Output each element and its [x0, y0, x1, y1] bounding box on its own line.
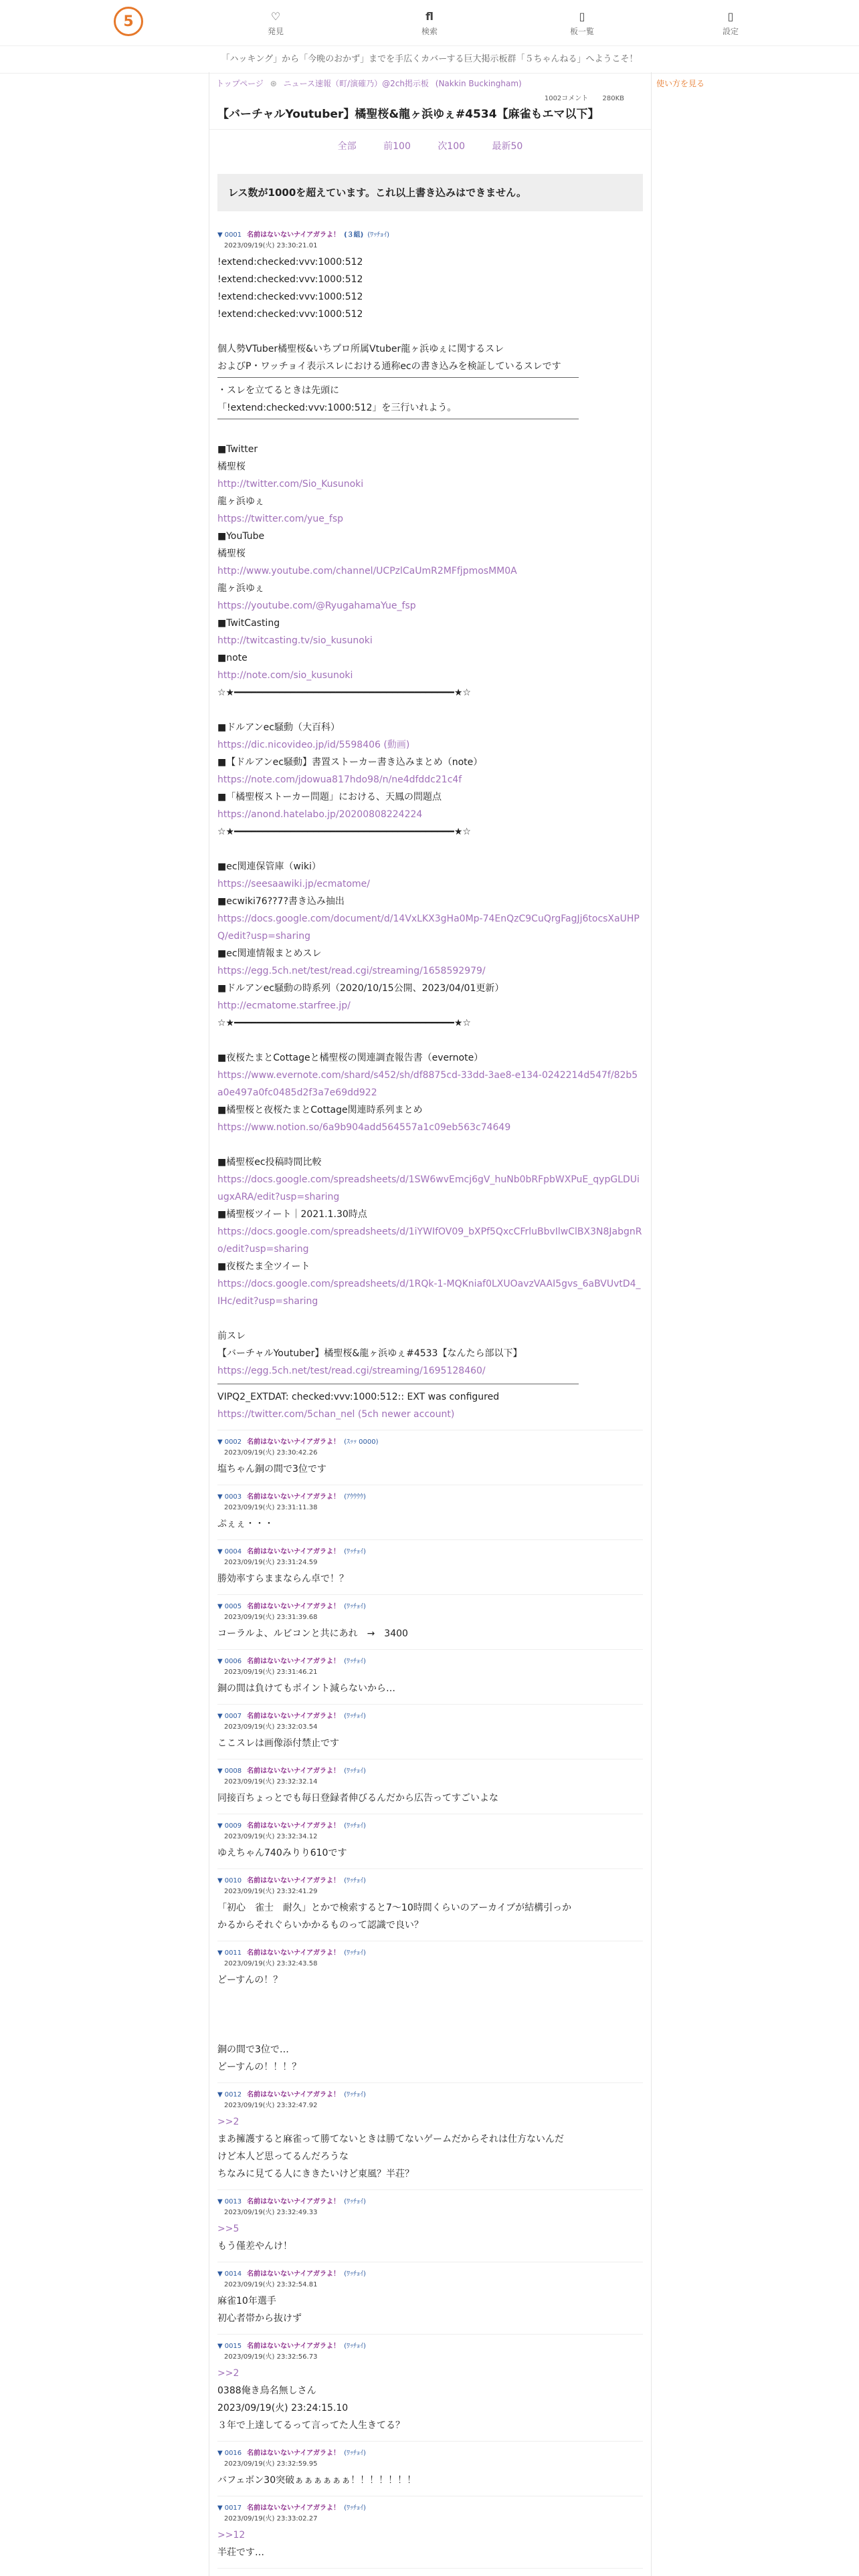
post-menu-icon[interactable]: ▼	[217, 1822, 223, 1830]
post-line: 銅の間で3位で…	[217, 2044, 289, 2055]
thread-column	[209, 72, 704, 2576]
post	[217, 1485, 643, 1540]
post-body	[217, 1680, 643, 1697]
post-line	[217, 1406, 643, 1423]
post-header	[217, 2088, 643, 2099]
post-author-name: 名前はないないナイアガラよ！	[247, 1548, 341, 1555]
post	[217, 2262, 643, 2335]
post-link[interactable]: http://ecmatome.starfree.jp/	[217, 1000, 351, 1011]
post-line: ゆえちゃん740みりり610です	[217, 1848, 347, 1858]
post-date: 2023/09/19(火) 23:31:39.68	[224, 1614, 318, 1621]
post-header	[217, 1874, 643, 1885]
post-number[interactable]: 0013	[224, 2198, 242, 2206]
post-line: VIPQ2_EXTDAT: checked:vvv:1000:512:: EXT was configured	[217, 1392, 500, 1402]
post-author-name: 名前はないないナイアガラよ！	[247, 231, 341, 239]
post-line: ■橘聖桜ec投稿時間比較	[217, 1157, 322, 1168]
post-line	[217, 2006, 643, 2024]
post-line: 龍ヶ浜ゆぇ	[217, 583, 264, 594]
post-line	[217, 2527, 643, 2544]
post-line: ■ecwiki76??7?書き込み抽出	[217, 896, 345, 907]
post-link[interactable]: https://youtube.com/@RyugahamaYue_fsp	[217, 601, 416, 611]
post-header	[217, 229, 643, 239]
post-line	[217, 875, 643, 893]
post-line: 「初心 雀士 耐久」とかで検索すると7〜10時間くらいのアーカイブが結構引っか	[217, 1903, 572, 1913]
post-header	[217, 2502, 643, 2512]
post-header	[217, 1820, 643, 1830]
post-id[interactable]: (ﾜｯﾁｮｲ)	[344, 1949, 366, 1957]
post-link[interactable]: http://twitcasting.tv/sio_kusunoki	[217, 635, 373, 646]
post	[217, 1705, 643, 1759]
post-header	[217, 1545, 643, 1555]
post-line: どーすんの！！！？	[217, 2062, 302, 2072]
post-line: 銅の間は負けてもポイント減らないから…	[217, 1683, 395, 1694]
post-header	[217, 2447, 643, 2457]
post-line: 個人勢VTuber橘聖桜&いちプロ所属Vtuber龍ヶ浜ゆぇに関するスレ	[217, 344, 504, 354]
post-line: 橘聖桜	[217, 548, 246, 559]
post-header	[217, 2340, 643, 2350]
post-id[interactable]: (ﾜｯﾁｮｲ)	[344, 2343, 366, 2350]
post-line: 【バーチャルYoutuber】橘聖桜&龍ヶ浜ゆぇ#4533【なんたら部以下】	[217, 1348, 522, 1359]
post-line	[217, 1362, 643, 1380]
post-line: ■note	[217, 653, 248, 663]
post-line: ■ec関連情報まとめスレ	[217, 948, 322, 959]
post-link[interactable]: https://egg.5ch.net/test/read.cgi/streaming/1658592979/	[217, 966, 486, 976]
post-id[interactable]: (ﾜｯﾁｮｲ)	[344, 1877, 366, 1885]
post-line: まあ擁護すると麻雀って勝てないときは勝てないゲームだからそれは仕方ないんだ	[217, 2134, 564, 2145]
post-line: バフェボン30突破ぁぁぁぁぁぁ！！！！！！！	[217, 2475, 417, 2486]
thread-size: 280KB	[602, 95, 624, 102]
post-link[interactable]: >>2	[217, 2368, 240, 2379]
post-line	[217, 597, 643, 615]
post-number[interactable]: 0001	[224, 231, 242, 239]
post-line: ■【ドルアンec騒動】書置ストーカー書き込みまとめ（note）	[217, 757, 483, 768]
post-link[interactable]: >>12	[217, 2530, 246, 2541]
post-id[interactable]: (ｽｯｯ 0000)	[344, 1438, 379, 1446]
breadcrumb-top-link[interactable]: トップページ	[216, 79, 264, 88]
post-id[interactable]: (ﾜｯﾁｮｲ)	[367, 231, 390, 239]
post-body	[217, 253, 643, 1423]
post-menu-icon[interactable]: ▼	[217, 1877, 223, 1885]
post-line: コーラルよ、ルビコンと共にあれ → 3400	[217, 1628, 408, 1639]
post-id[interactable]: (ﾜｯﾁｮｲ)	[344, 1767, 366, 1775]
post-body	[217, 2292, 643, 2327]
post-date: 2023/09/19(火) 23:30:21.01	[224, 242, 318, 249]
post-date: 2023/09/19(火) 23:32:41.29	[224, 1888, 318, 1895]
separator-line	[217, 377, 579, 378]
post-menu-icon[interactable]: ▼	[217, 1767, 223, 1775]
post	[217, 1430, 643, 1485]
post-line: ☆★━━━━━━━━━━━━━━━━━━━━━━━━━━━━━━━━━━━━━━━★☆	[217, 827, 471, 837]
post-line	[217, 2113, 643, 2131]
post-author-name: 名前はないないナイアガラよ！	[247, 1877, 341, 1885]
post-link[interactable]: https://seesaawiki.jp/ecmatome/	[217, 879, 370, 889]
post-date: 2023/09/19(火) 23:32:59.95	[224, 2460, 318, 2468]
post-header	[217, 1765, 643, 1775]
heart-icon: ♡	[270, 10, 281, 23]
post-link[interactable]: https://www.evernote.com/shard/s452/sh/df8875cd-33dd-3ae8-e134-0242214d547f/82b5a0e497a0fc0485d2f3a7e69dd922	[217, 1070, 638, 1098]
post-menu-icon[interactable]: ▼	[217, 1713, 223, 1720]
post-author-name: 名前はないないナイアガラよ！	[247, 1603, 341, 1610]
post-line	[217, 1989, 643, 2006]
post-line: !extend:checked:vvv:1000:512	[217, 257, 363, 267]
post	[217, 1595, 643, 1650]
post-line: !extend:checked:vvv:1000:512	[217, 274, 363, 285]
post-line: !extend:checked:vvv:1000:512	[217, 309, 363, 320]
post-line: ■Twitter	[217, 444, 258, 455]
post-date: 2023/09/19(火) 23:32:03.54	[224, 1723, 318, 1731]
post-line	[217, 806, 643, 823]
post-line: 前スレ	[217, 1331, 246, 1341]
post-line	[217, 475, 643, 493]
post-line	[217, 771, 643, 788]
post-line	[217, 1032, 643, 1049]
post-number[interactable]: 0007	[224, 1713, 242, 1720]
site-logo[interactable]: 5	[114, 7, 143, 36]
post-menu-icon[interactable]: ▼	[217, 1438, 223, 1446]
nav-settings[interactable]	[704, 9, 757, 37]
post-line: ■ドルアンec騒動（大百科）	[217, 722, 340, 733]
post-line: 0388俺き鳥名無しさん	[217, 2385, 316, 2396]
post-line	[217, 1136, 643, 1154]
post-line: ■ec関連保管庫（wiki）	[217, 861, 321, 872]
post-link[interactable]: http://twitter.com/Sio_Kusunoki	[217, 479, 364, 490]
nav-discover[interactable]	[249, 9, 302, 37]
post-author-name: 名前はないないナイアガラよ！	[247, 2198, 341, 2206]
post-link[interactable]: https://docs.google.com/spreadsheets/d/1RQk-1-MQKniaf0LXUOavzVAAI5gvs_6aBVUvtD4_IHc/edit?usp=sharing	[217, 1279, 641, 1307]
post-menu-icon[interactable]: ▼	[217, 2198, 223, 2206]
post-link[interactable]: https://note.com/jdowua817hdo98/n/ne4dfddc21c4f	[217, 774, 462, 785]
post-id[interactable]: (ﾜｯﾁｮｲ)	[344, 2091, 366, 2099]
pager-next-link[interactable]: 次100	[438, 141, 466, 152]
post-menu-icon[interactable]: ▼	[217, 2091, 223, 2099]
thread-meta	[209, 92, 651, 102]
pager-latest-link[interactable]: 最新50	[492, 141, 523, 152]
post-number[interactable]: 0004	[224, 1548, 242, 1555]
post	[217, 1650, 643, 1705]
post-line: 同接百ちょっとでも毎日登録者伸びるんだから広告ってすごいよな	[217, 1793, 498, 1804]
post-line	[217, 736, 643, 754]
post-line	[217, 702, 643, 719]
post-author-name: 名前はないないナイアガラよ！	[247, 2343, 341, 2350]
post-link[interactable]: https://egg.5ch.net/test/read.cgi/streaming/1695128460/	[217, 1366, 486, 1376]
post-line	[217, 2024, 643, 2041]
post-line: けど本人ど思ってるんだろうな	[217, 2151, 349, 2162]
post-line: ■夜桜たまとCottageと橘聖桜の関連調査報告書（evernote）	[217, 1053, 484, 1063]
post-date: 2023/09/19(火) 23:32:49.33	[224, 2209, 318, 2216]
post-number[interactable]: 0005	[224, 1603, 242, 1610]
post-menu-icon[interactable]: ▼	[217, 2504, 223, 2512]
post-line	[217, 562, 643, 580]
post-line: ３年で上達してるって言ってた人生きてる？	[217, 2420, 405, 2431]
post-date: 2023/09/19(火) 23:32:32.14	[224, 1778, 318, 1786]
post-line: どーすんの！？	[217, 1975, 283, 1985]
post-number[interactable]: 0011	[224, 1949, 242, 1957]
post	[217, 1759, 643, 1814]
post-number[interactable]: 0002	[224, 1438, 242, 1446]
breadcrumb-board-link[interactable]: ニュース速報（町/演確乃）@2ch掲示板	[283, 79, 429, 88]
post-number[interactable]: 0010	[224, 1877, 242, 1885]
post	[217, 2190, 643, 2262]
post-line: 橘聖桜	[217, 461, 246, 472]
post-line	[217, 1275, 643, 1310]
post-author-name: 名前はないないナイアガラよ！	[247, 1949, 341, 1957]
post-line	[217, 997, 643, 1014]
post-date: 2023/09/19(火) 23:30:42.26	[224, 1449, 318, 1457]
post-id[interactable]: (ﾜｯﾁｮｲ)	[344, 1822, 366, 1830]
post-link[interactable]: https://dic.nicovideo.jp/id/5598406 (動画)	[217, 740, 410, 750]
post-line	[217, 1310, 643, 1327]
post-link[interactable]: >>5	[217, 2224, 240, 2234]
post	[217, 1814, 643, 1869]
post-date: 2023/09/19(火) 23:31:24.59	[224, 1559, 318, 1566]
post-line: ■「橘聖桜ストーカー問題」における、天鳳の問題点	[217, 792, 442, 802]
post-line	[217, 1119, 643, 1136]
post-date: 2023/09/19(火) 23:32:47.92	[224, 2102, 318, 2109]
post-line	[217, 1067, 643, 1101]
post	[217, 1941, 643, 2083]
post-header	[217, 1947, 643, 1957]
post-line	[217, 510, 643, 528]
post-line: 初心者帯から抜けず	[217, 2313, 302, 2324]
post-line: 塩ちゃん銅の間で3位です	[217, 1464, 326, 1475]
post-line	[217, 323, 643, 340]
post-id[interactable]: (ﾜｯﾁｮｲ)	[344, 1548, 366, 1555]
settings-icon: ▯	[727, 10, 734, 23]
post-id[interactable]: (ﾜｯﾁｮｲ)	[344, 1658, 366, 1665]
post-body	[217, 2527, 643, 2561]
post-body	[217, 1515, 643, 1533]
post-id[interactable]: (ﾜｯﾁｮｲ)	[344, 2504, 366, 2512]
post-id[interactable]: (ﾜｯﾁｮｲ)	[344, 1713, 366, 1720]
post-menu-icon[interactable]: ▼	[217, 1603, 223, 1610]
thread-full-notice: レス数が1000を超えています。これ以上書き込みはできません。	[217, 174, 643, 211]
post	[217, 1869, 643, 1941]
post-number[interactable]: 0012	[224, 2091, 242, 2099]
nav-settings-label: 設定	[722, 27, 739, 36]
post-line: ・スレを立てるときは先頭に	[217, 385, 339, 396]
pager	[209, 130, 651, 163]
post-menu-icon[interactable]: ▼	[217, 231, 223, 239]
post-menu-icon[interactable]: ▼	[217, 1949, 223, 1957]
post-line: 龍ヶ浜ゆぇ	[217, 496, 264, 507]
post-date: 2023/09/19(火) 23:32:56.73	[224, 2353, 318, 2361]
post-link[interactable]: https://docs.google.com/document/d/14VxLKX3gHa0Mp-74EnQzC9CuQrgFagJj6tocsXaUHPQ/edit?usp=sharing	[217, 914, 640, 942]
post-link[interactable]: https://www.notion.so/6a9b904add564557a1c09eb563c74649	[217, 1122, 511, 1133]
post-number[interactable]: 0006	[224, 1658, 242, 1665]
post-line: ちなみに見てる人にききたいけど東風？半荘？	[217, 2169, 414, 2179]
pager-all-link[interactable]: 全部	[337, 141, 357, 152]
post-body	[217, 2220, 643, 2255]
post	[217, 2442, 643, 2496]
post-date: 2023/09/19(火) 23:32:54.81	[224, 2281, 318, 2288]
post-line	[217, 632, 643, 649]
post	[217, 2496, 643, 2569]
post-header	[217, 1491, 643, 1501]
post-line: 「!extend:checked:vvv:1000:512」を三行いれよう。	[217, 403, 457, 413]
help-link[interactable]: 使い方を見る	[656, 79, 704, 88]
post-line	[217, 2365, 643, 2382]
post-id[interactable]: (ﾜｯﾁｮｲ)	[344, 2270, 366, 2278]
post-number[interactable]: 0015	[224, 2343, 242, 2350]
post-header	[217, 2268, 643, 2278]
post-line: ■ドルアンec騒動の時系列（2020/10/15公開、2023/04/01更新）	[217, 983, 504, 994]
breadcrumb	[209, 72, 704, 92]
post-line: およびP・ワッチョイ表示スレにおける通称ecの書き込みを検証しているスレです	[217, 361, 561, 372]
post-number[interactable]: 0016	[224, 2450, 242, 2457]
post-number[interactable]: 0008	[224, 1767, 242, 1775]
post-body	[217, 1790, 643, 1807]
post-link[interactable]: http://www.youtube.com/channel/UCPzlCaUmR2MFfjpmosMM0A	[217, 566, 517, 576]
post-line	[217, 910, 643, 945]
search-icon: fl	[425, 10, 434, 23]
post-line: ■橘聖桜と夜桜たまとCottage関連時系列まとめ	[217, 1105, 423, 1115]
post	[217, 223, 643, 1430]
comment-count: 1002コメント	[544, 95, 589, 102]
post-link[interactable]: https://docs.google.com/spreadsheets/d/1SW6wvEmcj6gV_huNb0bRFpbWXPuE_qypGLDUiugxARA/edit?usp=sharing	[217, 1174, 640, 1202]
post-header	[217, 2195, 643, 2206]
post-line	[217, 1223, 643, 1258]
nav-board-list-label: 板一覧	[569, 27, 594, 36]
post-number[interactable]: 0009	[224, 1822, 242, 1830]
post-body	[217, 2365, 643, 2434]
post-header	[217, 1436, 643, 1446]
post-date: 2023/09/19(火) 23:31:46.21	[224, 1669, 318, 1676]
post-line	[217, 962, 643, 980]
post-line: 麻雀10年選手	[217, 2296, 276, 2306]
post-id[interactable]: (ﾜｯﾁｮｲ)	[344, 1603, 366, 1610]
post-line	[217, 841, 643, 858]
post-line	[217, 667, 643, 684]
post-menu-icon[interactable]: ▼	[217, 2270, 223, 2278]
post-author-name: 名前はないないナイアガラよ！	[247, 1493, 341, 1501]
post-line: 2023/09/19(火) 23:24:15.10	[217, 2403, 349, 2413]
nav-search[interactable]	[403, 9, 456, 37]
post-header	[217, 1710, 643, 1720]
post-menu-icon[interactable]: ▼	[217, 1548, 223, 1555]
nav-discover-label: 発見	[267, 27, 284, 36]
post-link[interactable]: https://docs.google.com/spreadsheets/d/1iYWIfOV09_bXPf5QxcCFrluBbvIlwClBX3N8JabgnRo/edit?usp=sharing	[217, 1226, 642, 1255]
post-reply-count[interactable]: (３組)	[344, 231, 364, 239]
post-link[interactable]: >>2	[217, 2117, 240, 2127]
post-line: ■夜桜たま全ツイート	[217, 1261, 310, 1272]
post-menu-icon[interactable]: ▼	[217, 2343, 223, 2350]
post-body	[217, 1899, 643, 1934]
post-link[interactable]: https://twitter.com/5chan_nel (5ch newer account)	[217, 1409, 455, 1420]
post-id[interactable]: (ｱｳｳｳｳ)	[344, 1493, 366, 1501]
post-line	[217, 423, 643, 441]
post-author-name: 名前はないないナイアガラよ！	[247, 2091, 341, 2099]
pager-prev-link[interactable]: 前100	[383, 141, 411, 152]
post-link[interactable]: http://note.com/sio_kusunoki	[217, 670, 353, 681]
post-line	[217, 2220, 643, 2238]
post-date: 2023/09/19(火) 23:32:43.58	[224, 1960, 318, 1967]
post-body	[217, 2113, 643, 2183]
post-number[interactable]: 0014	[224, 2270, 242, 2278]
post-author-name: 名前はないないナイアガラよ！	[247, 2450, 341, 2457]
post-date: 2023/09/19(火) 23:33:02.27	[224, 2515, 318, 2523]
post-number[interactable]: 0003	[224, 1493, 242, 1501]
post-line: ■TwitCasting	[217, 618, 280, 629]
post-line: ☆★━━━━━━━━━━━━━━━━━━━━━━━━━━━━━━━━━━━━━━━★☆	[217, 687, 471, 698]
post-line: ■YouTube	[217, 531, 265, 542]
list-icon: ▯	[579, 10, 585, 23]
post-body	[217, 1971, 643, 2076]
welcome-banner: 「ハッキング」から「今晩のおかず」までを手広くカバーする巨大掲示板群「５ちゃんねる」へようこそ！	[0, 46, 859, 74]
post-author-name: 名前はないないナイアガラよ！	[247, 2270, 341, 2278]
post-menu-icon[interactable]: ▼	[217, 1658, 223, 1665]
breadcrumb-separator-icon: ⊛	[270, 79, 277, 88]
post-menu-icon[interactable]: ▼	[217, 1493, 223, 1501]
post-author-name: 名前はないないナイアガラよ！	[247, 1767, 341, 1775]
post-list	[209, 223, 651, 2569]
breadcrumb-board-extra[interactable]: (Nakkin Buckingham)	[435, 79, 522, 88]
post-line: もう僅差やんけ！	[217, 2241, 292, 2252]
post-header	[217, 1600, 643, 1610]
post	[217, 1540, 643, 1595]
post-link[interactable]: https://twitter.com/yue_fsp	[217, 514, 344, 524]
post-body	[217, 1844, 643, 1862]
post-body	[217, 2472, 643, 2489]
post-body	[217, 1625, 643, 1642]
post-line: ぷぇぇ・・・	[217, 1519, 274, 1529]
thread-title: 【バーチャルYoutuber】橘聖桜&龍ヶ浜ゆぇ#4534【麻雀もエマ以下】	[209, 102, 651, 130]
nav-board-list[interactable]	[555, 9, 609, 37]
post-line: ここスレは画像添付禁止です	[217, 1738, 339, 1749]
post-date: 2023/09/19(火) 23:32:34.12	[224, 1833, 318, 1840]
post-author-name: 名前はないないナイアガラよ！	[247, 1713, 341, 1720]
post-line: !extend:checked:vvv:1000:512	[217, 292, 363, 302]
post	[217, 2335, 643, 2442]
post-menu-icon[interactable]: ▼	[217, 2450, 223, 2457]
nav-search-label: 検索	[421, 27, 438, 36]
post-body	[217, 1461, 643, 1478]
post-author-name: 名前はないないナイアガラよ！	[247, 1658, 341, 1665]
post	[217, 2083, 643, 2190]
post-body	[217, 1735, 643, 1752]
post-id[interactable]: (ﾜｯﾁｮｲ)	[344, 2450, 366, 2457]
post-link[interactable]: https://anond.hatelabo.jp/20200808224224	[217, 809, 423, 820]
post-line	[217, 1171, 643, 1206]
post-id[interactable]: (ﾜｯﾁｮｲ)	[344, 2198, 366, 2206]
post-line: ■橘聖桜ツイート｜2021.1.30時点	[217, 1209, 367, 1220]
top-navigation	[0, 0, 859, 46]
post-line: 半荘です…	[217, 2547, 264, 2558]
post-author-name: 名前はないないナイアガラよ！	[247, 1822, 341, 1830]
post-date: 2023/09/19(火) 23:31:11.38	[224, 1504, 318, 1511]
post-author-name: 名前はないないナイアガラよ！	[247, 1438, 341, 1446]
post-number[interactable]: 0017	[224, 2504, 242, 2512]
post-line: ☆★━━━━━━━━━━━━━━━━━━━━━━━━━━━━━━━━━━━━━━━★☆	[217, 1018, 471, 1029]
post-line: かるからそれぐらいかかるものって認識で良い？	[217, 1920, 423, 1931]
post-body	[217, 1570, 643, 1588]
post-header	[217, 1655, 643, 1665]
post-author-name: 名前はないないナイアガラよ！	[247, 2504, 341, 2512]
post-line: 勝効率すらままならん卓で！？	[217, 1574, 349, 1584]
